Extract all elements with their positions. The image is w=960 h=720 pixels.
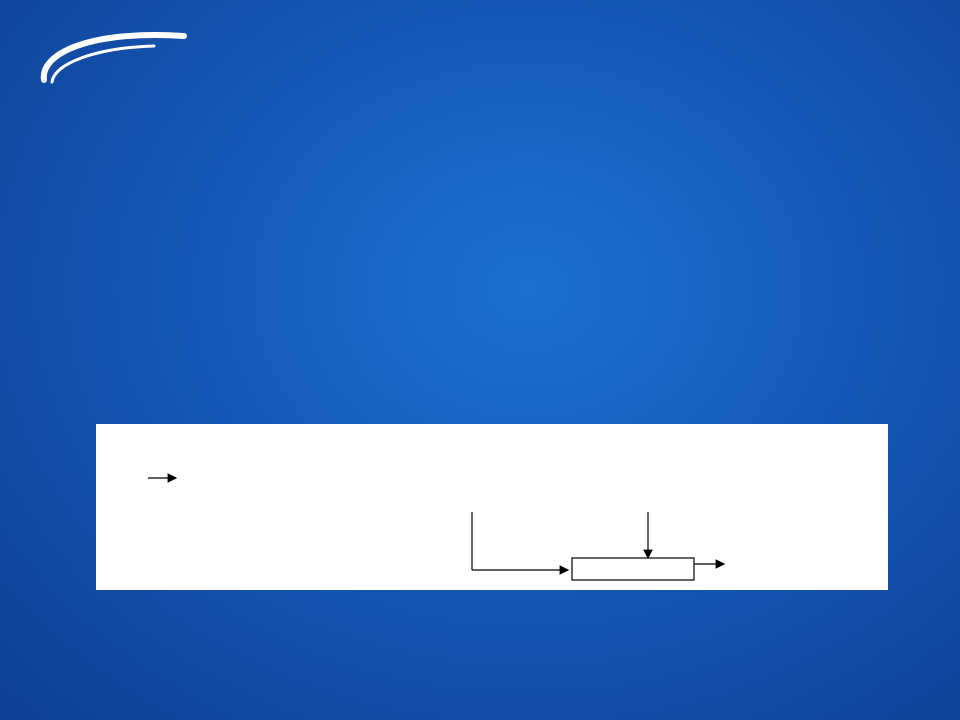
sludge-tank-box [572,558,694,580]
process-flow-diagram [96,424,888,590]
company-logo [34,22,204,102]
logo-swoosh-icon [34,22,204,102]
footer [498,680,542,695]
